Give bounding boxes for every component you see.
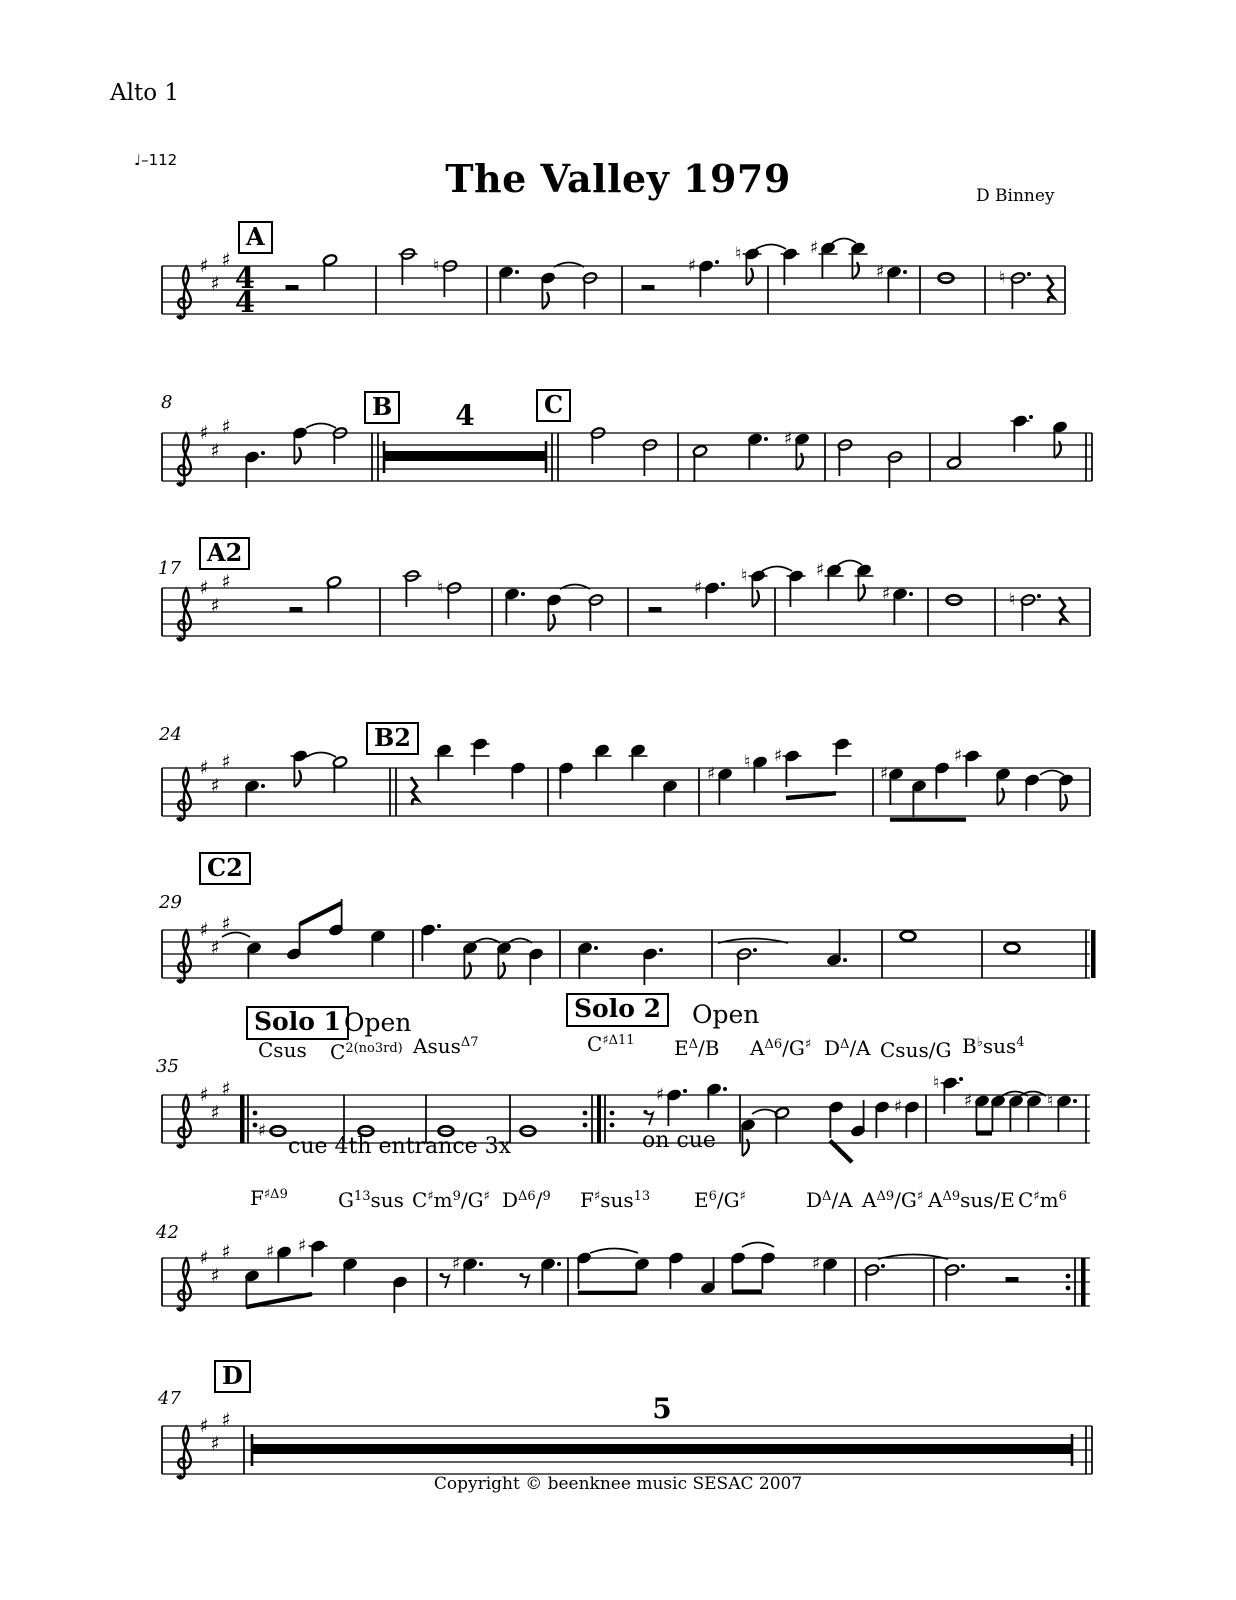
svg-text:♯: ♯ (451, 1254, 461, 1274)
svg-text:♮: ♮ (743, 752, 751, 772)
staff-system-3 (162, 560, 1090, 642)
rehearsal-mark-d: D (214, 1360, 251, 1393)
performance-text: Open (692, 1000, 760, 1029)
chord-symbol: $A^{\Delta 9}sus/E$ (928, 1188, 1015, 1212)
svg-text:♯: ♯ (210, 1433, 220, 1455)
svg-text:♯: ♯ (199, 1084, 209, 1106)
rehearsal-mark-solo-1: Solo 1 (246, 1006, 349, 1040)
svg-text:♯: ♯ (210, 273, 220, 295)
chord-symbol: $C^♯m^6$ (1018, 1188, 1067, 1212)
svg-text:♯: ♯ (199, 919, 209, 941)
svg-text:5: 5 (652, 1392, 672, 1425)
staff-system-7 (162, 1236, 1090, 1313)
svg-text:♯: ♯ (210, 440, 220, 462)
measure-number-17: 17 (158, 558, 181, 579)
chord-symbol: Csus/G (880, 1038, 952, 1062)
svg-text:♯: ♯ (953, 746, 963, 766)
staff-system-2 (162, 399, 1092, 488)
measure-number-35: 35 (156, 1056, 179, 1077)
svg-text:♯: ♯ (257, 1121, 267, 1141)
staff-system-1 (162, 238, 1065, 320)
composer-credit: D Binney (976, 186, 1055, 206)
performance-text: on cue (642, 1128, 716, 1153)
copyright-notice: Copyright © beenknee music SESAC 2007 (433, 1474, 803, 1494)
measure-number-24: 24 (159, 724, 182, 745)
chord-symbol: B♭sus$^4$ (962, 1034, 1025, 1058)
svg-text:♮: ♮ (432, 256, 440, 276)
tempo-marking: ♩–112 (134, 151, 178, 169)
part-name: Alto 1 (110, 80, 179, 106)
chord-symbol: $D^\Delta/A$ (806, 1188, 853, 1212)
chord-symbol: $G^{13}sus$ (338, 1188, 404, 1212)
svg-text:♯: ♯ (881, 584, 891, 604)
svg-text:♯: ♯ (221, 1241, 231, 1263)
svg-text:♯: ♯ (297, 1236, 307, 1256)
svg-text:4: 4 (234, 261, 256, 295)
staff-system-4 (162, 738, 1090, 822)
svg-text:♮: ♮ (1046, 1091, 1054, 1111)
rehearsal-mark-b: B (364, 391, 400, 424)
chord-symbol: $A^{\Delta 9}/G^♯$ (862, 1188, 924, 1212)
svg-text:♯: ♯ (221, 571, 231, 593)
svg-text:♮: ♮ (740, 566, 748, 586)
svg-text:♯: ♯ (809, 238, 819, 258)
svg-text:♯: ♯ (199, 1247, 209, 1269)
svg-text:♯: ♯ (687, 256, 697, 276)
svg-text:♯: ♯ (210, 1102, 220, 1124)
chord-symbol: $C^{2(no3rd)}$ (330, 1040, 403, 1064)
chord-symbol: F♯sus$^{13}$ (580, 1188, 651, 1212)
svg-text:♮: ♮ (1008, 590, 1016, 610)
svg-text:♯: ♯ (706, 764, 716, 784)
svg-text:♯: ♯ (199, 757, 209, 779)
svg-text:♯: ♯ (879, 764, 889, 784)
chord-symbol: $F^{♯\Delta 9}$ (250, 1186, 288, 1210)
measure-number-29: 29 (159, 892, 182, 913)
chord-symbol: $E^\Delta/B$ (674, 1036, 720, 1060)
svg-text:♯: ♯ (221, 416, 231, 438)
chord-symbol: $D^{\Delta 6}/^9$ (502, 1188, 551, 1212)
svg-text:♯: ♯ (221, 751, 231, 773)
chord-symbol: $D^\Delta/A$ (824, 1036, 871, 1060)
svg-text:♯: ♯ (773, 746, 783, 766)
svg-text:♯: ♯ (199, 422, 209, 444)
svg-text:4: 4 (455, 399, 475, 432)
svg-text:♯: ♯ (199, 577, 209, 599)
svg-text:♯: ♯ (210, 595, 220, 617)
performance-text: Open (344, 1008, 412, 1037)
svg-text:♯: ♯ (875, 262, 885, 282)
svg-text:♮: ♮ (436, 578, 444, 598)
rehearsal-mark-a: A (238, 221, 273, 254)
performance-text: cue 4th entrance 3x (288, 1134, 512, 1159)
chord-symbol: $E^6/G^♯$ (694, 1188, 746, 1212)
rehearsal-mark-c: C (536, 389, 571, 422)
chord-symbol: $C^{♯\Delta 11}$ (587, 1032, 635, 1056)
page-title: The Valley 1979 (445, 156, 791, 201)
svg-text:♯: ♯ (815, 560, 825, 580)
svg-text:4: 4 (234, 285, 256, 319)
svg-text:♯: ♯ (963, 1091, 973, 1111)
rehearsal-mark-solo-2: Solo 2 (566, 993, 669, 1027)
measure-number-8: 8 (161, 392, 173, 413)
svg-text:♯: ♯ (221, 249, 231, 271)
rehearsal-mark-b2: B2 (366, 722, 419, 755)
svg-text:♮: ♮ (932, 1073, 940, 1093)
svg-text:♯: ♯ (221, 1409, 231, 1431)
measure-number-47: 47 (158, 1388, 181, 1409)
svg-text:♯: ♯ (199, 1415, 209, 1437)
chord-symbol: Asus$^{\Delta 7}$ (413, 1034, 479, 1058)
rehearsal-mark-a2: A2 (199, 537, 250, 570)
svg-text:♯: ♯ (693, 578, 703, 598)
svg-text:♯: ♯ (210, 1265, 220, 1287)
svg-text:♯: ♯ (265, 1242, 275, 1262)
svg-text:♮: ♮ (998, 268, 1006, 288)
staff-system-5 (162, 899, 1096, 985)
chord-symbol: $A^{\Delta 6}/G^♯$ (750, 1036, 812, 1060)
svg-text:♯: ♯ (210, 775, 220, 797)
rehearsal-mark-c2: C2 (199, 852, 251, 885)
svg-text:♯: ♯ (221, 1078, 231, 1100)
svg-text:♯: ♯ (893, 1097, 903, 1117)
svg-text:♯: ♯ (199, 255, 209, 277)
chord-symbol: Csus (258, 1038, 307, 1062)
svg-text:♯: ♯ (221, 913, 231, 935)
svg-text:♯: ♯ (210, 937, 220, 959)
svg-text:♯: ♯ (655, 1085, 665, 1105)
svg-text:♯: ♯ (783, 429, 793, 449)
staff-system-8 (162, 1392, 1092, 1480)
measure-number-42: 42 (156, 1222, 179, 1243)
chord-symbol: $C^♯m^9/G^♯$ (412, 1188, 490, 1212)
svg-text:♯: ♯ (811, 1254, 821, 1274)
svg-text:♮: ♮ (734, 244, 742, 264)
